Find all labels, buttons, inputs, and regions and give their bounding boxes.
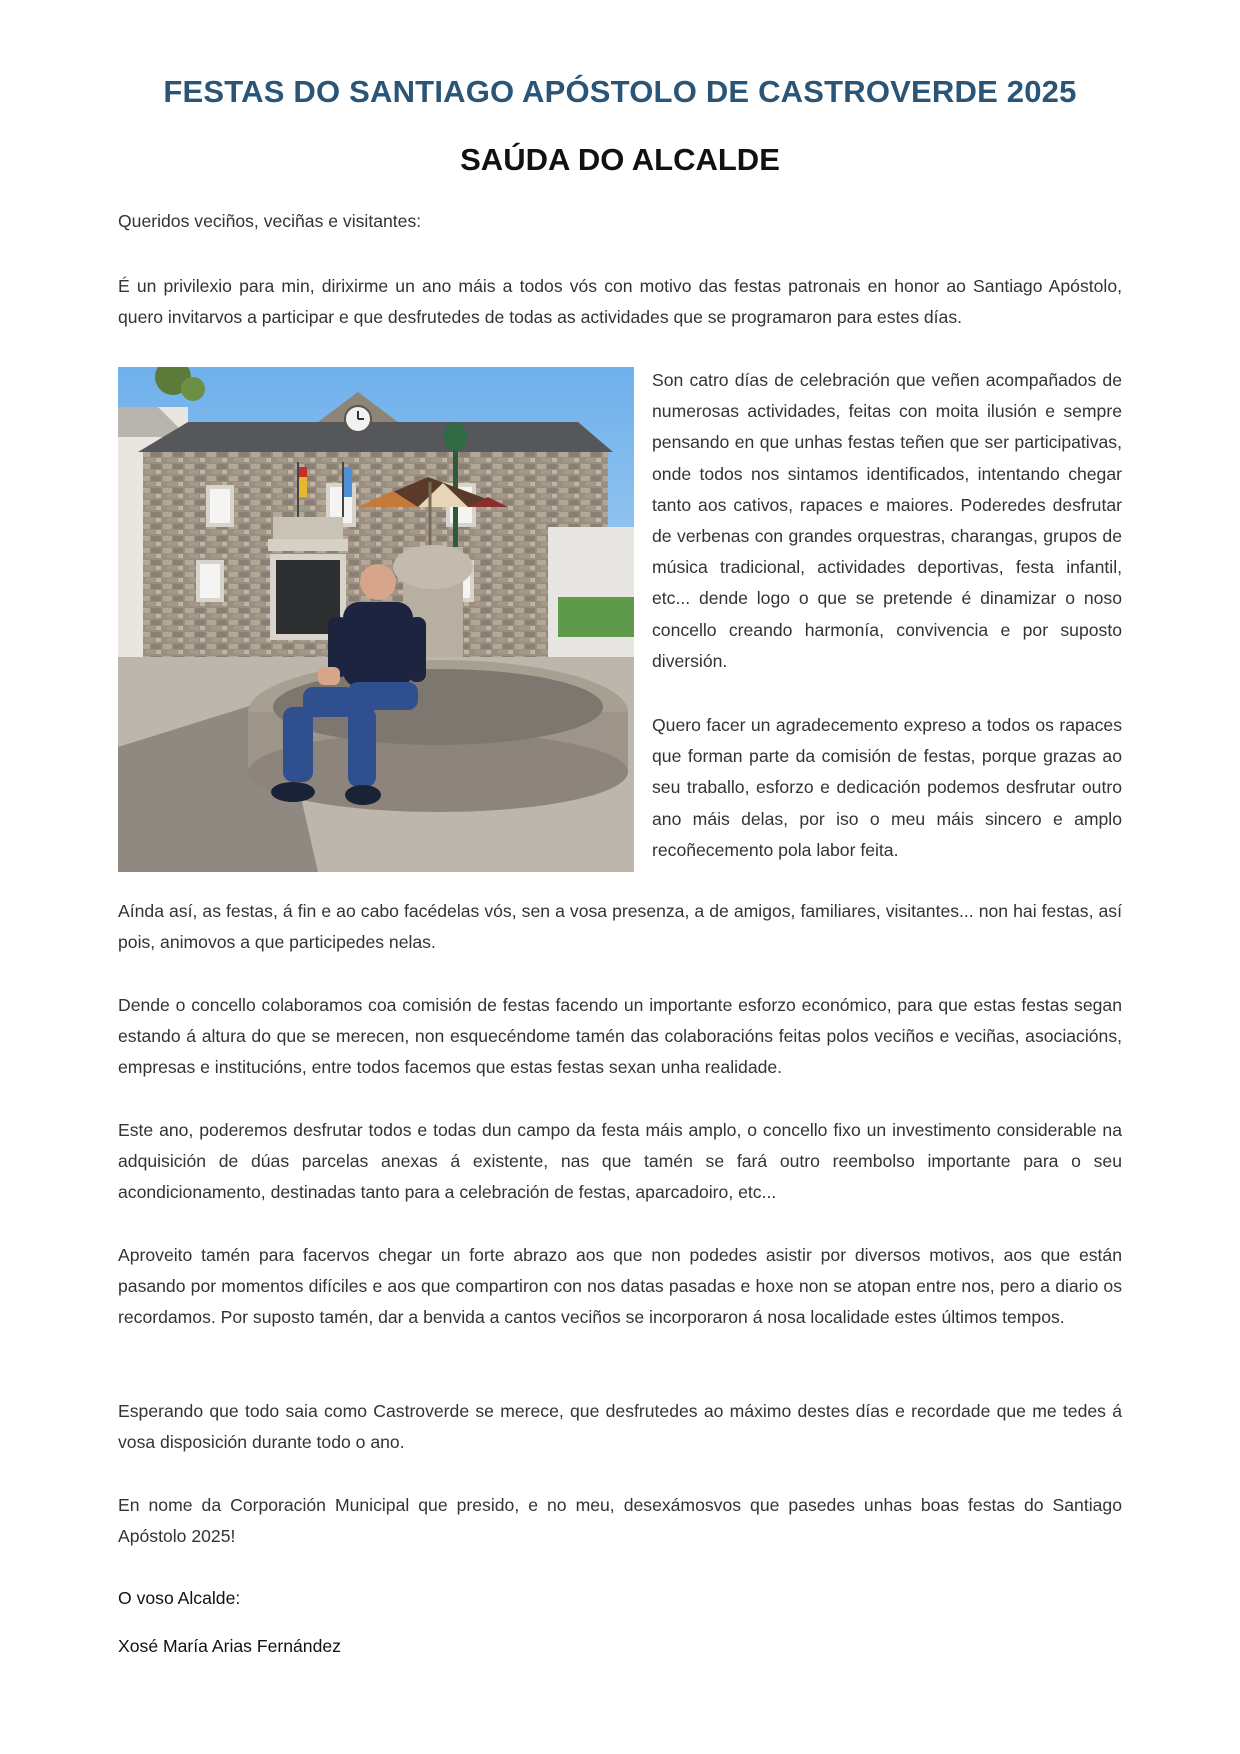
- paragraph-farewell: En nome da Corporación Municipal que presido, e no meu, desexámosvos que pasedes unhas boas festas do Santiago Apóstolo 2025!: [118, 1495, 1122, 1547]
- paragraph-wishes: Esperando que todo saia como Castroverde se merece, que desfrutedes ao máximo destes días e recordade que me tedes á vosa disposición durante todo o ano.: [118, 1401, 1122, 1453]
- mayor-photo-illustration: [118, 367, 634, 872]
- signature-name: Xosé María Arias Fernández: [118, 1636, 341, 1656]
- paragraph-remembrance: Aproveito tamén para facervos chegar un forte abrazo aos que non podedes asistir por diversos motivos, aos que están pasando por momentos difíciles e aos que compartiron con nos datas pasadas e hoxe non se atopan entre nos, pero a diario os recordamos. Por suposto tamén, dar a benvida a cantos veciños se incorporaron á nosa localidade estes últimos tempos.: [118, 1245, 1122, 1328]
- paragraph-participation: Aínda así, as festas, á fin e ao cabo facédelas vós, sen a vosa presenza, a de amigos, familiares, visitantes... non hai festas, así pois, animovos a que participedes nelas.: [118, 901, 1122, 953]
- side-paragraph-celebration: Son catro días de celebración que veñen acompañados de numerosas actividades, feitas con moita ilusión e sempre pensando en que unhas festas teñen que ser participativas, onde todos nos sintamos identificados, intentando chegar tanto aos cativos, rapaces e maiores. Poderedes desfrutar de verbenas con grandes orquestras, charangas, grupos de música tradicional, actividades deportivas, festa infantil, etc... dende logo o que se pretende é dinamizar o noso concello creando harmonía, convivencia e por suposto diversión.: [652, 370, 1122, 671]
- paragraph-intro: É un privilexio para min, dirixirme un ano máis a todos vós con motivo das festas patronais en honor ao Santiago Apóstolo, quero invitarvos a participar e que desfrutedes de todas as actividades que se programaron para estes días.: [118, 276, 1122, 328]
- side-paragraph-thanks: Quero facer un agradecemento expreso a todos os rapaces que forman parte da comisión de festas, porque grazas ao seu traballo, esforzo e dedicación podemos desfrutar outro ano máis delas, por iso o meu máis sincero e amplo recoñecemento pola labor feita.: [652, 715, 1122, 860]
- paragraph-investment: Este ano, poderemos desfrutar todos e todas dun campo da festa máis amplo, o concello fixo un investimento considerable na adquisición de dúas parcelas anexas á existente, nas que tamén se fará outro reembolso importante para o seu acondicionamento, destinadas tanto para a celebración de festas, aparcadoiro, etc...: [118, 1120, 1122, 1203]
- paragraph-collaboration: Dende o concello colaboramos coa comisión de festas facendo un importante esforzo económico, para que estas festas segan estando á altura do que se merecen, non esquecéndome tamén das colaboracións feitas polos veciños e veciñas, asociacións, empresas e institucións, entre todos facemos que estas festas sexan unha realidade.: [118, 995, 1122, 1078]
- document-subtitle: SAÚDA DO ALCALDE: [460, 142, 780, 177]
- mayor-photo: [118, 367, 634, 872]
- greeting: Queridos veciños, veciñas e visitantes:: [118, 211, 422, 231]
- closing-line: O voso Alcalde:: [118, 1588, 241, 1608]
- document-title: FESTAS DO SANTIAGO APÓSTOLO DE CASTROVERDE 2025: [163, 74, 1077, 109]
